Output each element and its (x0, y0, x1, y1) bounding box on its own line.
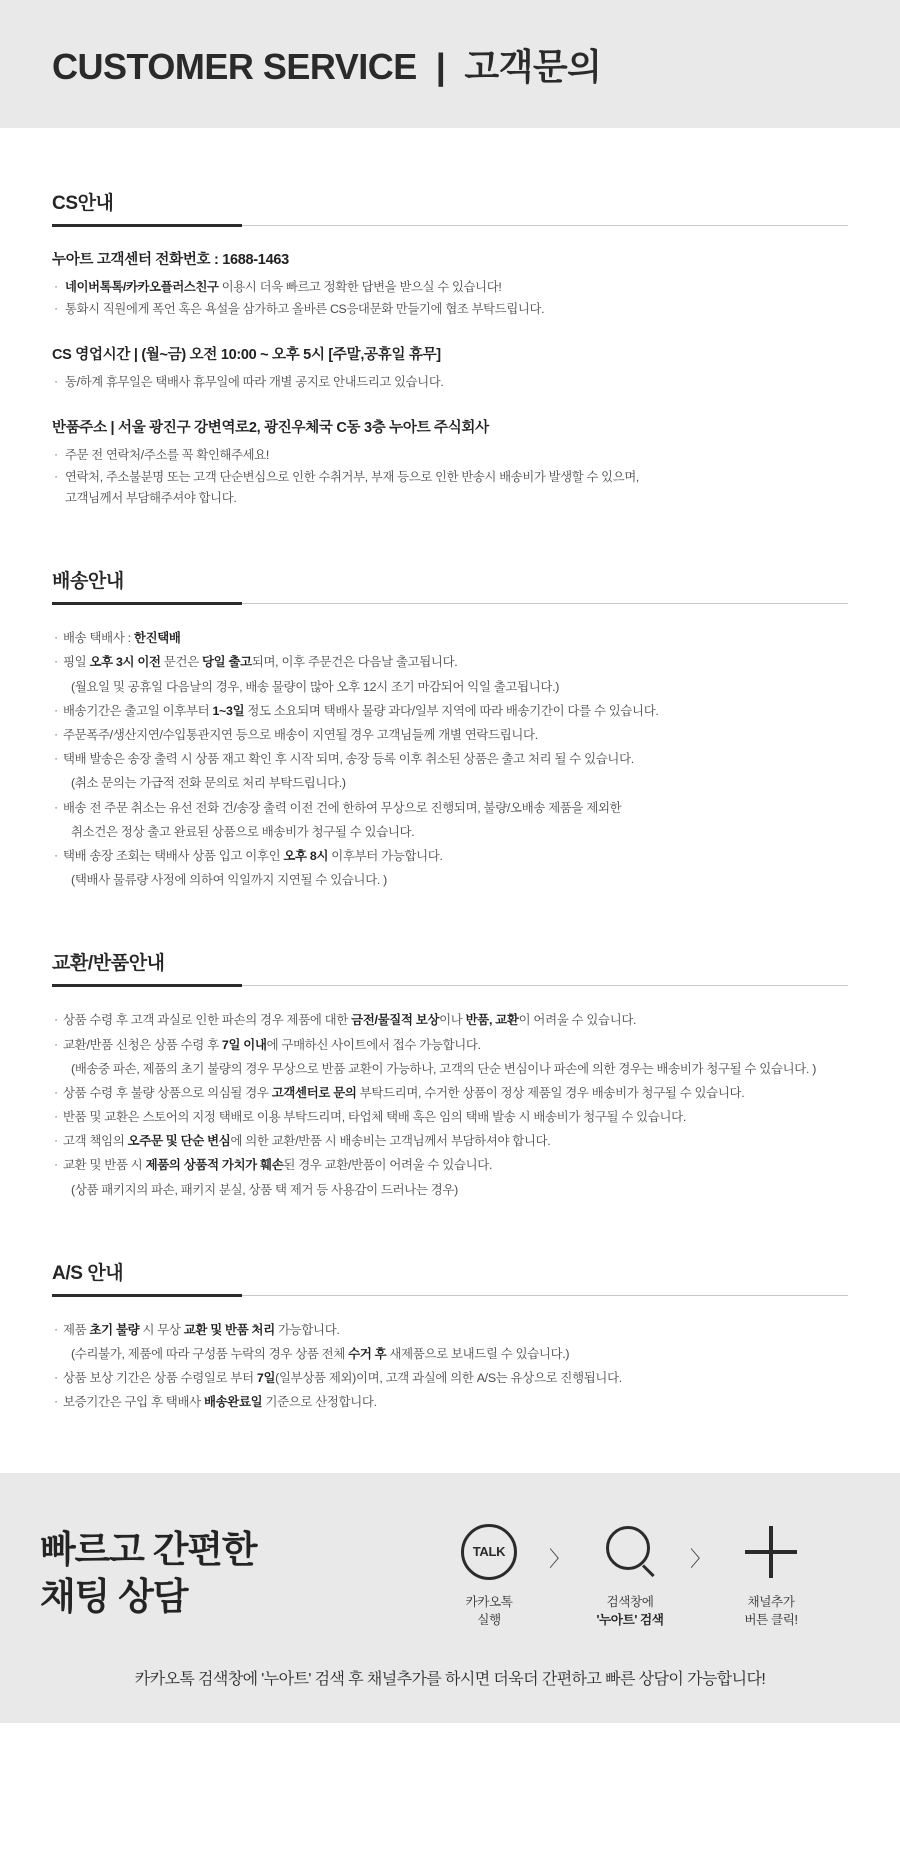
cs-block-list (52, 372, 848, 394)
chevron-right-icon: 〉 (549, 1546, 570, 1571)
list-item: · 상품 보상 기간은 상품 수령일로 부터 7일(일부상품 제외)이며, 고객 과실에 의한 A/S는 유상으로 진행됩니다. (52, 1366, 848, 1390)
list-item: · 상품 수령 후 불량 상품으로 의심될 경우 고객센터로 문의 부탁드리며, 수거한 상품이 정상 제품일 경우 배송비가 청구될 수 있습니다. (52, 1081, 848, 1105)
section-title-exchange: 교환/반품안내 (52, 953, 165, 975)
list-item: · 주문폭주/생산지연/수입통관지연 등으로 배송이 지연될 경우 고객님들께 개별 연락드립니다. (52, 723, 848, 747)
section-as (52, 1202, 848, 1415)
page-title: CUSTOMER SERVICE | 고객문의 (52, 45, 602, 87)
cs-block-list (52, 277, 848, 321)
kakao-caption: 카카오톡 검색창에 '누아트' 검색 후 채널추가를 하시면 더욱더 간편하고 빠른 상담이 가능합니다! (134, 1671, 766, 1689)
kakao-chat-banner (0, 1473, 900, 1724)
exchange-list (52, 1008, 848, 1202)
magnifier-handle (642, 1564, 655, 1577)
list-item: · 반품 및 교환은 스토어의 지정 택배로 이용 부탁드리며, 타업체 택배 혹은 임의 택배 발송 시 배송비가 청구될 수 있습니다. (52, 1105, 848, 1129)
kakao-step-3 (717, 1521, 825, 1631)
list-item: 취소건은 정상 출고 완료된 상품으로 배송비가 청구될 수 있습니다. (71, 824, 415, 839)
kakao-step-1-line1: 카카오톡 (465, 1594, 513, 1609)
section-delivery (52, 510, 848, 892)
list-item: (수리불가, 제품에 따라 구성품 누락의 경우 상품 전체 수거 후 새제품으로 보내드릴 수 있습니다.) (71, 1347, 570, 1361)
list-item: (월요일 및 공휴일 다음날의 경우, 배송 물량이 많아 오후 12시 조기 마감되어 익일 출고됩니다.) (71, 679, 560, 694)
magnifier-ring (606, 1526, 650, 1570)
list-item: · 주문 전 연락처/주소를 꼭 확인해주세요! (52, 445, 848, 467)
section-exchange (52, 892, 848, 1202)
kakao-headline-line1: 빠르고 간편한 (40, 1529, 257, 1571)
plus-shape (745, 1526, 797, 1578)
kakao-step-1 (435, 1521, 543, 1631)
cs-block-head: 누아트 고객센터 전화번호 : 1688-1463 (52, 252, 289, 268)
list-item: · 택배 송장 조회는 택배사 상품 입고 이후인 오후 8시 이후부터 가능합니다. (52, 844, 848, 868)
cs-block-list (52, 445, 848, 511)
section-rule (52, 985, 848, 986)
magnifier-shape (602, 1524, 658, 1580)
list-item: · 배송기간은 출고일 이후부터 1~3일 정도 소요되며 택배사 물량 과다/일부 지역에 따라 배송기간이 다를 수 있습니다. (52, 699, 848, 723)
cs-block-phone (52, 248, 848, 321)
kakao-step-3-label (717, 1593, 825, 1631)
section-cs (52, 128, 848, 510)
chevron-right-icon: 〉 (690, 1546, 711, 1571)
page-header (0, 0, 900, 128)
section-title-cs: CS안내 (52, 193, 114, 214)
section-rule (52, 1295, 848, 1296)
section-rule (52, 225, 848, 226)
kakao-step-2-line1: 검색창에 (606, 1594, 654, 1609)
cs-block-return-address (52, 416, 848, 511)
list-item: (배송중 파손, 제품의 초기 불량의 경우 무상으로 반품 교환이 가능하나, 고객의 단순 변심이나 파손에 의한 경우는 배송비가 청구될 수 있습니다. ) (71, 1061, 817, 1076)
cs-block-head: CS 영업시간 | (월~금) 오전 10:00 ~ 오후 5시 [주말,공휴일 휴무] (52, 346, 441, 363)
list-item: · 고객 책임의 오주문 및 단순 변심에 의한 교환/반품 시 배송비는 고객님께서 부담하셔야 합니다. (52, 1129, 848, 1153)
list-item: · 배송 택배사 : 한진택배 (52, 626, 848, 650)
list-item: · 교환/반품 신청은 상품 수령 후 7일 이내에 구매하신 사이트에서 접수 가능합니다. (52, 1033, 848, 1057)
plus-icon (717, 1521, 825, 1583)
list-item: (취소 문의는 가급적 전화 문의로 처리 부탁드립니다.) (71, 776, 346, 791)
list-item: · 동/하계 휴무일은 택배사 휴무일에 따라 개별 공지로 안내드리고 있습니다. (52, 372, 848, 394)
list-item: · 통화시 직원에게 폭언 혹은 욕설을 삼가하고 올바른 CS응대문화 만들기에 협조 부탁드립니다. (52, 299, 848, 321)
page-content (0, 128, 900, 1415)
list-item: (택배사 물류량 사정에 의하여 익일까지 지연될 수 있습니다. ) (71, 873, 387, 888)
list-item: · 배송 전 주문 취소는 유선 전화 건/송장 출력 이전 건에 한하여 무상으로 진행되며, 불량/오배송 제품을 제외한 (52, 796, 848, 820)
list-item: · 핑일 오후 3시 이전 문건은 당일 출고되며, 이후 주문건은 다음날 출고됩니다. (52, 650, 848, 674)
kakao-step-2-line2-text: '누아트' 검색 (596, 1613, 664, 1628)
list-item: · 네이버톡톡/카카오플러스친구 이용시 더욱 빠르고 정확한 답변을 받으실 수 있습니다! (52, 277, 848, 299)
list-item: · 교환 및 반품 시 제품의 상품적 가치가 훼손된 경우 교환/반품이 어려울 수 있습니다. (52, 1153, 848, 1177)
section-rule (52, 603, 848, 604)
delivery-list (52, 626, 848, 892)
kakao-headline (40, 1526, 400, 1621)
search-icon (576, 1521, 684, 1583)
kakao-headline-line2: 채팅 상담 (40, 1576, 188, 1618)
kakao-talk-icon (435, 1521, 543, 1583)
list-item: · 상품 수령 후 고객 과실로 인한 파손의 경우 제품에 대한 금전/물질적 보상이나 반품, 교환이 어려울 수 있습니다. (52, 1008, 848, 1032)
kakao-step-3-line1: 채널추가 (747, 1594, 795, 1609)
kakao-step-2 (576, 1521, 684, 1631)
section-title-delivery: 배송안내 (52, 571, 124, 593)
section-title-as: A/S 안내 (52, 1262, 124, 1284)
list-item: · 보증기간은 구입 후 택배사 배송완료일 기준으로 산정합니다. (52, 1390, 848, 1414)
kakao-step-2-label (576, 1593, 684, 1631)
kakao-step-2-line2 (576, 1611, 684, 1630)
kakao-step-1-line2: 실행 (477, 1613, 501, 1628)
kakao-banner-inner (0, 1517, 900, 1631)
kakao-step-1-label (435, 1593, 543, 1631)
list-item: · 제품 초기 불량 시 무상 교환 및 반품 처리 가능합니다. (52, 1318, 848, 1342)
list-item: · 택배 발송은 송장 출력 시 상품 재고 확인 후 시작 되며, 송장 등록 이후 취소된 상품은 출고 처리 될 수 있습니다. (52, 747, 848, 771)
list-item: (상품 패키지의 파손, 패키지 분실, 상품 택 제거 등 사용감이 드러나는 경우) (71, 1182, 458, 1197)
cs-block-hours (52, 343, 848, 394)
cs-block-head: 반품주소 | 서울 광진구 강변역로2, 광진우체국 C동 3층 누아트 주식회사 (52, 419, 489, 436)
kakao-step-3-line2: 버튼 클릭! (744, 1613, 798, 1628)
kakao-talk-icon-label: TALK (461, 1524, 517, 1580)
as-list (52, 1318, 848, 1415)
list-item: · 연락처, 주소불분명 또는 고객 단순변심으로 인한 수취거부, 부재 등으로 인한 반송시 배송비가 발생할 수 있으며, (52, 467, 848, 489)
list-item: 고객님께서 부담해주셔야 합니다. (65, 491, 237, 506)
kakao-steps (400, 1517, 860, 1631)
